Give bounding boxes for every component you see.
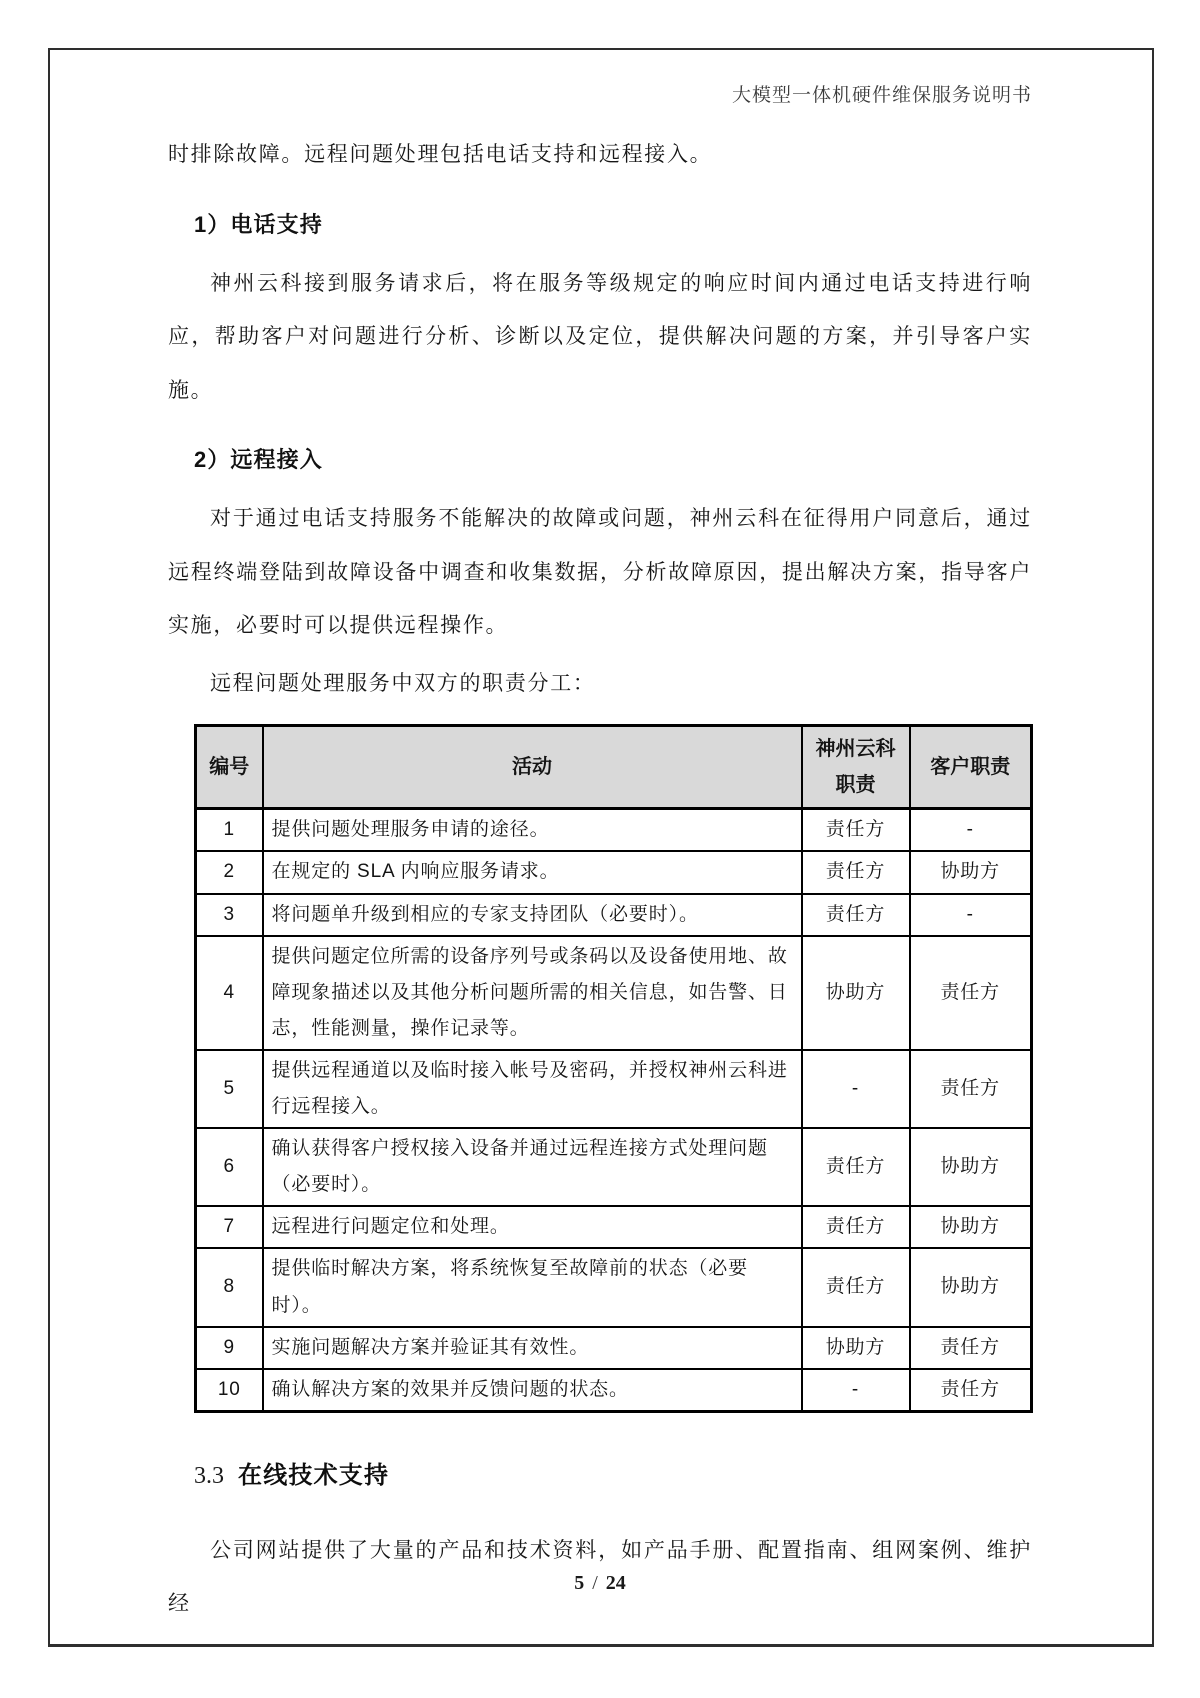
heading-online-support [194,1455,1032,1490]
table-cell: 责任方 [802,851,910,893]
table-row [196,809,1032,852]
table-cell: 4 [196,936,263,1050]
table-cell: 5 [196,1050,263,1128]
table-cell: 责任方 [802,894,910,936]
paragraph-intro: 时排除故障。远程问题处理包括电话支持和远程接入。 [168,143,713,166]
page-footer [0,1572,1200,1595]
table-cell: 提供问题处理服务申请的途径。 [263,809,802,852]
section-title: 在线技术支持 [238,1461,390,1489]
table-cell: 责任方 [802,809,910,852]
paragraph-remote-access: 对于通过电话支持服务不能解决的故障或问题，神州云科在征得用户同意后，通过远程终端登陆到故障设备中调查和收集数据，分析故障原因，提出解决方案，指导客户实施，必要时可以提供远程操作。 [168,507,1032,638]
page-number-separator: / [592,1572,598,1594]
table-cell: 6 [196,1128,263,1206]
table-cell: 协助方 [910,851,1032,893]
heading-remote-access: 2）远程接入 [194,447,323,473]
heading-phone-support: 1）电话支持 [194,211,323,237]
table-cell: 7 [196,1206,263,1248]
table-row [196,894,1032,936]
table-cell: 协助方 [910,1206,1032,1248]
table-cell: 协助方 [910,1128,1032,1206]
table-row [196,1327,1032,1369]
table-cell: 协助方 [802,936,910,1050]
table-row [196,1050,1032,1128]
page-number-current: 5 [574,1572,585,1594]
table-cell: 3 [196,894,263,936]
table-cell: 提供问题定位所需的设备序列号或条码以及设备使用地、故障现象描述以及其他分析问题所需的相关信息，如告警、日志，性能测量，操作记录等。 [263,936,802,1050]
page-number-total: 24 [605,1572,626,1594]
table-cell: 责任方 [910,1050,1032,1128]
table-cell: 10 [196,1369,263,1412]
table-header-cell: 客户职责 [910,726,1032,809]
table-row [196,1248,1032,1326]
responsibility-table [194,724,1033,1412]
table-cell: - [910,809,1032,852]
table-cell: 协助方 [802,1327,910,1369]
table-cell: 提供远程通道以及临时接入帐号及密码，并授权神州云科进行远程接入。 [263,1050,802,1128]
table-cell: 责任方 [802,1206,910,1248]
table-row [196,851,1032,893]
table-cell: 将问题单升级到相应的专家支持团队（必要时）。 [263,894,802,936]
responsibility-table-body [196,809,1032,1411]
table-cell: - [802,1369,910,1412]
section-number: 3.3 [194,1462,224,1489]
paragraph-online-support: 公司网站提供了大量的产品和技术资料，如产品手册、配置指南、组网案例、维护经 [168,1538,1032,1616]
table-cell: 远程进行问题定位和处理。 [263,1206,802,1248]
table-cell: 在规定的 SLA 内响应服务请求。 [263,851,802,893]
table-cell: 确认获得客户授权接入设备并通过远程连接方式处理问题（必要时）。 [263,1128,802,1206]
table-cell: 1 [196,809,263,852]
table-cell: 确认解决方案的效果并反馈问题的状态。 [263,1369,802,1412]
document-header-title: 大模型一体机硬件维保服务说明书 [731,85,1032,106]
paragraph-table-lead: 远程问题处理服务中双方的职责分工： [210,671,596,695]
paragraph-phone-support: 神州云科接到服务请求后，将在服务等级规定的响应时间内通过电话支持进行响应，帮助客户对问题进行分析、诊断以及定位，提供解决问题的方案，并引导客户实施。 [168,271,1032,402]
table-row [196,1206,1032,1248]
table-cell: 2 [196,851,263,893]
table-header-cell: 神州云科职责 [802,726,910,809]
table-cell: - [802,1050,910,1128]
table-header-cell: 活动 [263,726,802,809]
table-row [196,1128,1032,1206]
table-cell: 8 [196,1248,263,1326]
page-content [168,128,1032,1631]
table-cell: 责任方 [910,936,1032,1050]
table-header-row [196,726,1032,809]
table-cell: 协助方 [910,1248,1032,1326]
table-cell: - [910,894,1032,936]
table-cell: 责任方 [910,1327,1032,1369]
table-cell: 实施问题解决方案并验证其有效性。 [263,1327,802,1369]
table-cell: 责任方 [910,1369,1032,1412]
table-cell: 提供临时解决方案，将系统恢复至故障前的状态（必要时）。 [263,1248,802,1326]
table-cell: 责任方 [802,1248,910,1326]
table-cell: 责任方 [802,1128,910,1206]
table-row [196,936,1032,1050]
table-row [196,1369,1032,1412]
table-cell: 9 [196,1327,263,1369]
table-header-cell: 编号 [196,726,263,809]
